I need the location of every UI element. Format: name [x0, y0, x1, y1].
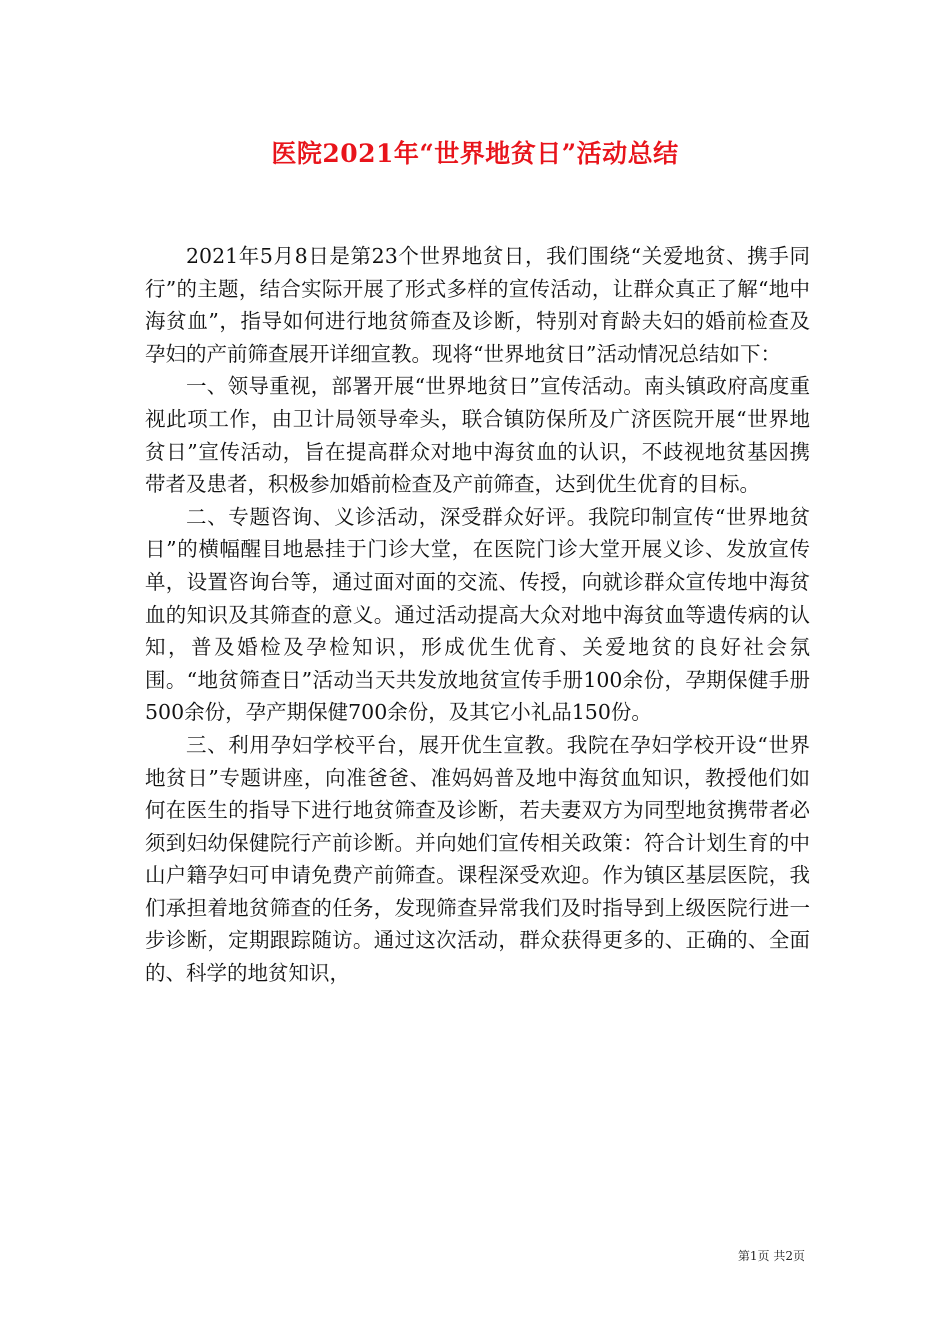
document-title: 医院2021年“世界地贫日”活动总结	[271, 139, 679, 168]
page-number-footer: 第1页 共2页	[737, 1249, 805, 1263]
paragraph-intro: 2021年5月8日是第23个世界地贫日，我们围绕“关爱地贫、携手同行”的主题，结合实际开展了形式多样的宣传活动，让群众真正了解“地中海贫血”，指导如何进行地贫筛查及诊断，特别对育龄夫妇的婚前检查及孕妇的产前筛查展开详细宣教。现将“世界地贫日”活动情况总结如下：	[145, 244, 810, 366]
document-body	[145, 240, 810, 990]
paragraph-section-3: 三、利用孕妇学校平台，展开优生宣教。我院在孕妇学校开设“世界地贫日”专题讲座，向准爸爸、准妈妈普及地中海贫血知识，教授他们如何在医生的指导下进行地贫筛查及诊断，若夫妻双方为同型地贫携带者必须到妇幼保健院行产前诊断。并向她们宣传相关政策：符合计划生育的中山户籍孕妇可申请免费产前筛查。课程深受欢迎。作为镇区基层医院，我们承担着地贫筛查的任务，发现筛查异常我们及时指导到上级医院行进一步诊断，定期跟踪随访。通过这次活动，群众获得更多的、正确的、全面的、科学的地贫知识，	[145, 732, 810, 986]
paragraph-section-1: 一、领导重视，部署开展“世界地贫日”宣传活动。南头镇政府高度重视此项工作，由卫计局领导牵头，联合镇防保所及广济医院开展“世界地贫日”宣传活动，旨在提高群众对地中海贫血的认识，不歧视地贫基因携带者及患者，积极参加婚前检查及产前筛查，达到优生优育的目标。	[145, 374, 810, 497]
paragraph-section-2: 二、专题咨询、义诊活动，深受群众好评。我院印制宣传“世界地贫日”的横幅醒目地悬挂于门诊大堂，在医院门诊大堂开展义诊、发放宣传单，设置咨询台等，通过面对面的交流、传授，向就诊群众宣传地中海贫血的知识及其筛查的意义。通过活动提高大众对地中海贫血等遗传病的认知，普及婚检及孕检知识，形成优生优育、关爱地贫的良好社会氛围。“地贫筛查日”活动当天共发放地贫宣传手册100余份，孕期保健手册500余份，孕产期保健700余份，及其它小礼品150份。	[145, 504, 810, 725]
